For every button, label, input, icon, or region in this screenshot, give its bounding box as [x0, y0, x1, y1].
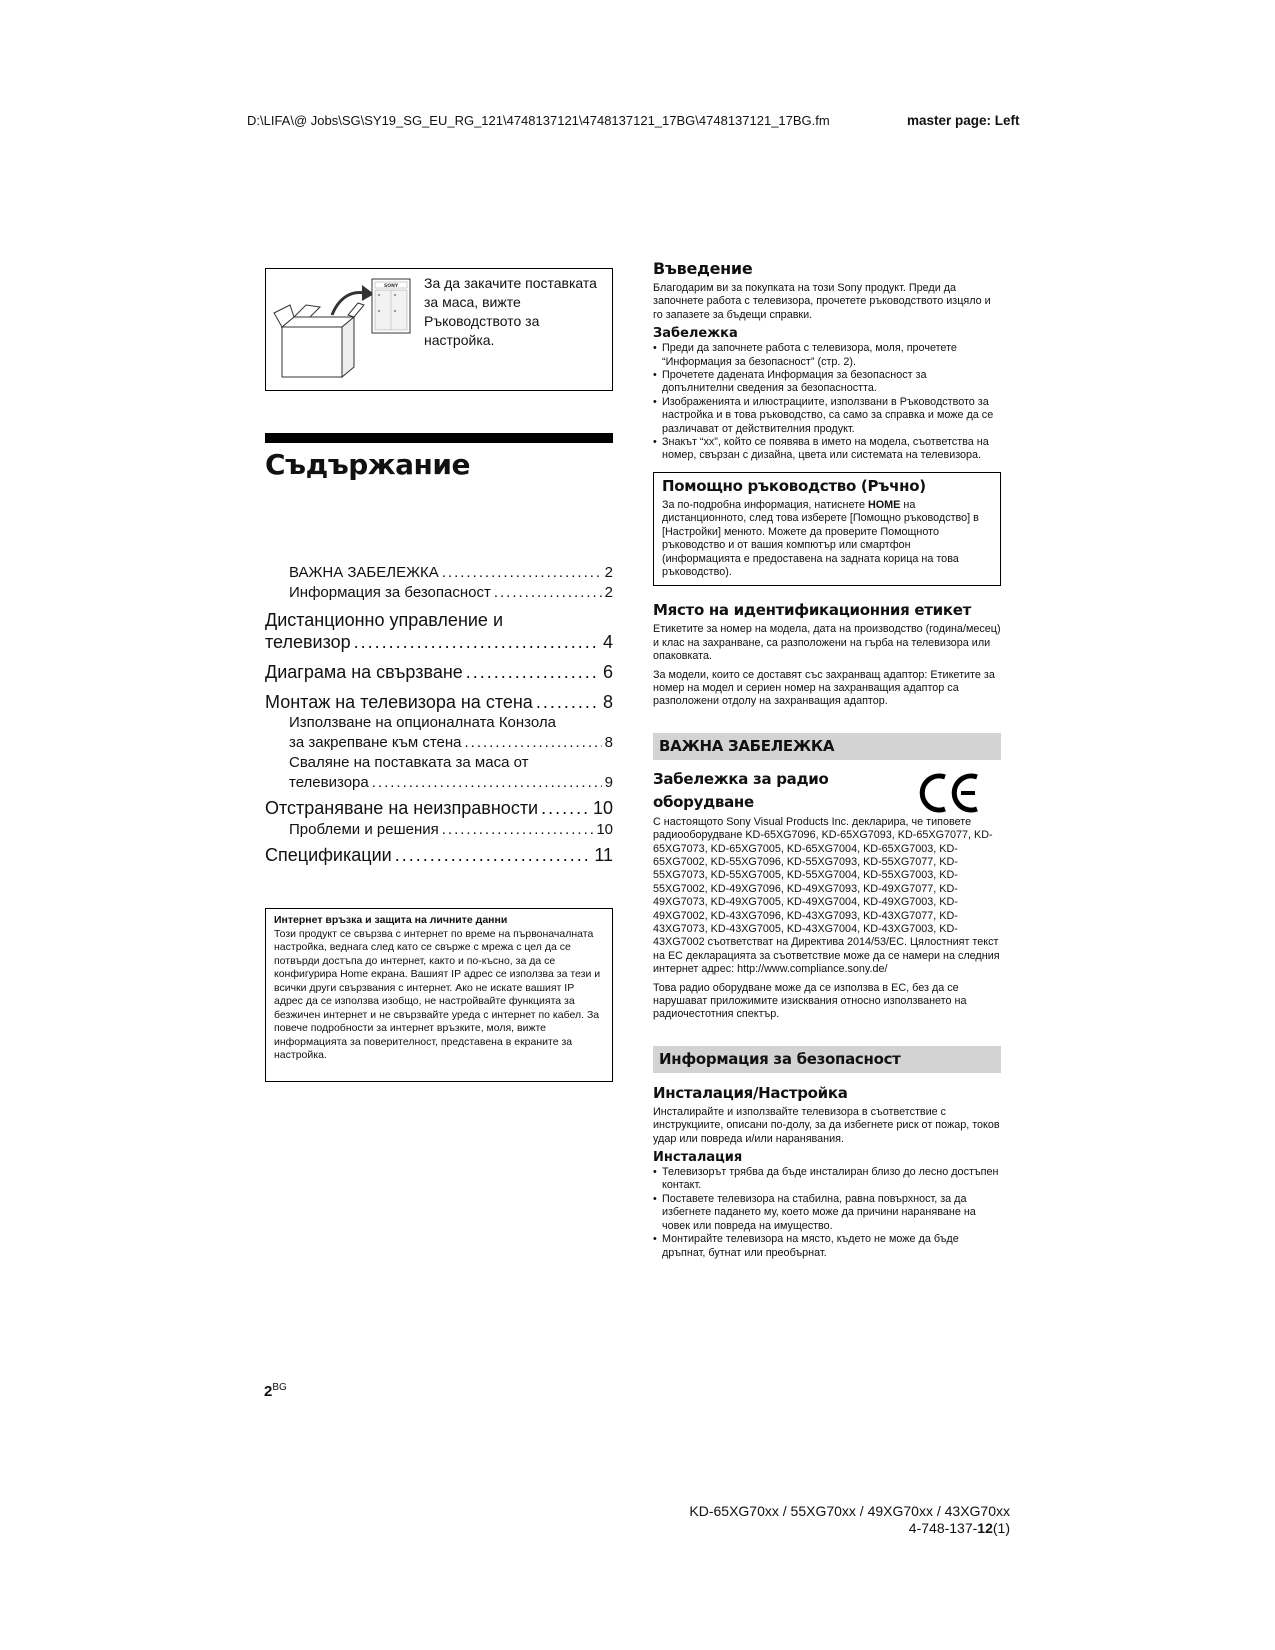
note-list: [653, 342, 1001, 463]
label-location-heading: Място на идентификационния етикет: [653, 601, 971, 620]
safety-info-bar: Информация за безопасност: [653, 1046, 1001, 1073]
toc-item-label: Дистанционно управление и: [265, 610, 503, 630]
important-notice-bar: ВАЖНА ЗАБЕЛЕЖКА: [653, 733, 1001, 760]
label-location-body: Етикетите за номер на модела, дата на производство (година/месец) и клас на захранване, са разположени на гърба на телевизора или опаковката.: [653, 623, 1001, 663]
installation-setup-body: Инсталирайте и използвайте телевизора в съответствие с инструкциите, описани по-долу, за да избегнете риск от пожар, токов удар или повреда и/или наранявания.: [653, 1105, 1000, 1145]
toc-item-page: 10: [596, 821, 613, 838]
toc-item-label: Монтаж на телевизора на стена: [265, 692, 533, 712]
radio-spectrum-note: Това радио оборудване може да се използва в ЕС, без да се нарушават приложимите изисквания относно използването на радиочестотния спектър.: [653, 981, 967, 1021]
toc-item-label: ВАЖНА ЗАБЕЛЕЖКА: [289, 564, 439, 581]
toc-item[interactable]: [265, 820, 613, 840]
list-item: • Знакът “xx”, който се появява в името на модела, съответства на номер, свързан с дизайна, цвета или системата на телевизора.: [653, 436, 1001, 463]
toc-item-page: 10: [592, 798, 613, 818]
toc-title-bar: [265, 433, 613, 443]
toc-item[interactable]: [265, 563, 613, 583]
intro-body: Благодарим ви за покупката на този Sony продукт. Преди да започнете работа с телевизора, прочетете ръководството изцяло и го запазете за бъдещи справки.: [653, 282, 991, 321]
footer-code: 4-748-137-12(1): [908, 1520, 1010, 1536]
installation-list: [653, 1166, 1001, 1260]
list-item: • Поставете телевизора на стабилна, равна повърхност, за да избегнете падането му, което може да причини нараняване на човек или повреда на имущество.: [653, 1193, 1001, 1233]
toc-item[interactable]: [265, 583, 613, 603]
internet-privacy-title: Интернет връзка и защита на личните данни: [274, 914, 508, 926]
installation-subheading: Инсталация: [653, 1150, 743, 1166]
toc-item-label: Отстраняване на неизправности: [265, 798, 539, 818]
radio-equipment-heading: Забележка за радио: [653, 769, 829, 788]
list-item: • Прочетете дадената Информация за безопасност за допълнителни сведения за безопасността.: [653, 369, 1001, 396]
toc-item[interactable]: [265, 691, 613, 713]
toc-item-label-cont: за закрепване към стена: [289, 734, 462, 751]
toc-item[interactable]: [265, 844, 613, 866]
toc-item-page: 11: [594, 845, 613, 865]
note-heading: Забележка: [653, 326, 738, 342]
file-path: D:\LIFA\@ Jobs\SG\SY19_SG_EU_RG_121\4748137121\4748137121_17BG\4748137121_17BG.fm: [247, 113, 830, 128]
toc-item-page: 8: [602, 692, 613, 712]
list-item: • Изображенията и илюстрациите, използвани в Ръководството за настройка и в това ръководство, са само за справка и може да се различават от действителния продукт.: [653, 396, 1001, 436]
footer-model-info: [689, 1503, 1010, 1537]
internet-privacy-box: [265, 908, 613, 1082]
list-item: • Телевизорът трябва да бъде инсталиран близо до лесно достъпен контакт.: [653, 1166, 1001, 1193]
internet-privacy-body: Този продукт се свързва с интернет по време на първоначалната настройка, веднага след като се свърже с мрежа с цел да се потвърди достъпа до интернет, както и по-късно, за да се конфигурира Home екрана. Вашият IP адрес се използва за тези и всички други свързвания с интернет. Ако не искате вашият IP адрес да се използва изобщо, не настройвайте функцията за безжичен интернет и не свързвайте уреда с интернет по кабел. За повече подробности за интернет връзките, моля, вижте информацията за поверителност, представена в екраните за настройка.: [274, 927, 601, 1061]
toc-item-label-cont: телевизора: [289, 774, 369, 791]
toc-item[interactable]: [265, 713, 613, 753]
toc-item-label: Информация за безопасност: [289, 584, 491, 601]
help-guide-title: Помощно ръководство (Ръчно): [662, 476, 926, 495]
toc-item[interactable]: [265, 753, 613, 793]
toc-item-page: 6: [602, 662, 613, 682]
radio-equipment-section: [653, 769, 1001, 1022]
radio-declaration: С настоящото Sony Visual Products Inc. декларира, че типовете радиооборудване KD-65XG7096, KD-65XG7093, KD-65XG7077, KD-65XG7073, KD-65XG7005, KD-65XG7004, KD-65XG7003, KD-65XG7002, KD-55XG7096, KD-55XG7093, KD-55XG7077, KD-55XG7073, KD-55XG7005, KD-55XG7004, KD-55XG7003, KD-55XG7002, KD-49XG7096, KD-49XG7093, KD-49XG7077, KD-49XG7073, KD-49XG7005, KD-49XG7004, KD-49XG7003, KD-49XG7002, KD-43XG7096, KD-43XG7093, KD-43XG7077, KD-43XG7073, KD-43XG7005, KD-43XG7004, KD-43XG7003, KD-43XG7002 съответстват на Директива 2014/53/ЕС. Цялостният текст на ЕС декларацията за съответствие може да се намери на следния интернет адрес: http://www.compliance.sony.de/: [653, 815, 1000, 976]
tv-box-to-manual-icon: [272, 277, 414, 385]
home-key-label: HOME: [867, 498, 901, 511]
toc-item-label: Диаграма на свързване: [265, 662, 463, 682]
toc-item[interactable]: [265, 661, 613, 683]
toc-item-page: 4: [602, 632, 613, 652]
table-of-contents: [265, 563, 613, 866]
stand-note-box: [265, 268, 613, 391]
toc-title: Съдържание: [265, 448, 470, 481]
footer-models: KD-65XG70xx / 55XG70xx / 49XG70xx / 43XG70xx: [689, 1503, 1010, 1519]
list-item: • Монтирайте телевизора на място, където не може да бъде дръпнат, бутнат или преобърнат.: [653, 1233, 1001, 1260]
label-location-adapter: За модели, които се доставят със захранващ адаптор: Етикетите за номер на модел и сериен номер на захранващия адаптор са разположени отдолу на захранващия адаптор.: [653, 668, 995, 708]
sony-logo: SONY: [384, 284, 399, 289]
right-column: [653, 259, 1001, 1260]
installation-setup-heading: Инсталация/Настройка: [653, 1083, 848, 1102]
toc-item-label: Сваляне на поставката за маса от: [289, 754, 529, 771]
stand-note-section: [265, 268, 613, 391]
intro-heading: Въведение: [653, 259, 753, 278]
help-guide-body: За по-подробна информация, натиснете HOME на дистанционното, след това изберете [Помощно ръководство] в [Настройки] менюто. Можете да проверите Помощното ръководство и от вашия компютър или смартфон (информацията е предоставена на задната корица на това ръководство).: [662, 498, 979, 578]
toc-item-label: Спецификации: [265, 845, 392, 865]
list-item: • Преди да започнете работа с телевизора, моля, прочетете “Информация за безопасност” (стр. 2).: [653, 342, 1001, 369]
toc-item-page: 2: [604, 564, 613, 581]
toc-item-label: Проблеми и решения: [289, 821, 439, 838]
toc-item-page: 8: [604, 734, 613, 751]
help-guide-box: [653, 472, 1001, 586]
stand-note-text: За да закачите поставката за маса, вижте Ръководството за настройка.: [424, 275, 597, 348]
page-number: $2^{BG}$: [264, 1382, 287, 1400]
toc-item[interactable]: [265, 797, 613, 819]
toc-item-page: 9: [604, 774, 613, 791]
toc-item[interactable]: [265, 609, 613, 653]
radio-equipment-heading-cont: оборудване: [653, 792, 754, 811]
ce-mark-icon: [919, 771, 981, 815]
toc-item-page: 2: [604, 584, 613, 601]
master-page-label: master page: Left: [907, 113, 1020, 128]
toc-item-label-cont: телевизор: [265, 632, 351, 652]
toc-item-label: Използване на опционалната Конзола: [289, 714, 556, 731]
